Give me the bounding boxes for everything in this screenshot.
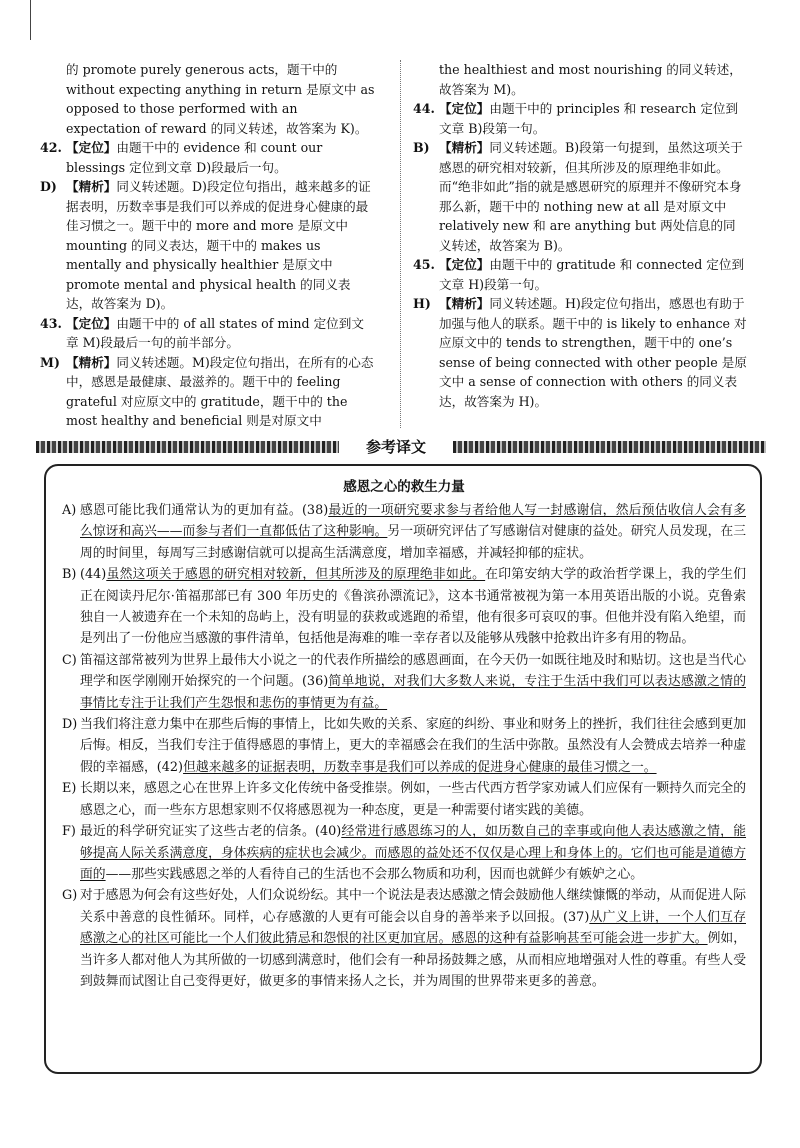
paragraph-label: E) xyxy=(62,781,77,797)
section-tag: 【定位】 xyxy=(439,101,490,116)
explanation-item xyxy=(413,99,748,138)
section-title: 参考译文 xyxy=(365,438,426,456)
item-number: M) xyxy=(40,354,60,370)
translation-paragraph xyxy=(62,650,746,714)
item-number: 44. xyxy=(413,101,435,116)
explanation-item xyxy=(40,353,375,431)
text-segment: 由题干中的 of all states of mind 定位到文章 M)段最后一句的前半部分。 xyxy=(66,315,364,350)
text-segment: 同义转述题。D)段定位句指出，越来越多的证据表明，历数幸事是我们可以养成的促进身心健康的最佳习惯之一。题干中的 more and more 是原文中 mounting 的同义表达，题干中的 makes us mentally and physically healthier 是原文中 promote mental and physical health 的同义表达，故答案为 D)。 xyxy=(66,179,371,311)
explanation-item xyxy=(40,60,375,138)
item-number: 43. xyxy=(40,315,62,331)
paragraph-label: B) xyxy=(62,567,77,583)
text-segment: 另一项研究评估了写感谢信对健康的益处。研究人员发现，在三周的时间里，每周写三封感谢信就可以提高生活满意度，增加幸福感，并减轻抑郁的症状。 xyxy=(80,524,747,561)
item-number: 42. xyxy=(40,140,62,155)
explanation-item xyxy=(40,138,375,177)
translation-box xyxy=(44,464,762,1074)
underlined-text: 经常进行感恩练习的人，如历数自己的幸事或向他人表达感激之情，能够提高人际关系满意度，身体疾病的症状也会减少。而感恩的益处还不仅仅是心理上和身体上的。它们也可能是道德方面的 xyxy=(80,824,747,882)
text-segment: 同义转述题。H)段定位句指出，感恩也有助于加强与他人的联系。题干中的 is likely to enhance 对应原文中的 tends to strengthen，题干中的 one’s sense of being connected with other people 是原文中 a sense of connection with others 的同义表达，故答案为 H)。 xyxy=(439,296,747,409)
explanation-column-right xyxy=(413,60,748,411)
column-divider xyxy=(400,60,402,428)
underlined-text: 最近的一项研究要求参与者给他人写一封感谢信，然后预估收信人会有多么惊讶和高兴——而参与者们一直都低估了这种影响。 xyxy=(80,503,746,540)
text-segment: 由题干中的 gratitude 和 connected 定位到文章 H)段第一句。 xyxy=(439,257,745,292)
explanation-item xyxy=(40,177,375,314)
underlined-text: 从广义上讲，一个人们互存感激之心的社区可能比一个人们彼此猜忌和怨恨的社区更加宜居。感恩的这种有益影响甚至可能会进一步扩大。 xyxy=(80,909,746,947)
translation-paragraph xyxy=(62,564,746,650)
banner-pattern-right xyxy=(453,441,766,453)
explanation-item xyxy=(413,294,748,411)
section-banner xyxy=(36,437,766,457)
item-number: H) xyxy=(413,296,431,311)
text-segment: the healthiest and most nourishing 的同义转述，故答案为 M)。 xyxy=(439,62,742,97)
item-number: D) xyxy=(40,179,57,194)
paragraph-label: G) xyxy=(62,888,78,904)
section-tag: 【定位】 xyxy=(66,315,117,331)
explanation-item xyxy=(40,314,375,353)
translation-body xyxy=(62,500,746,992)
text-segment: 最近的科学研究证实了这些古老的信条。(40) xyxy=(80,824,342,840)
text-segment: 在印第安纳大学的政治哲学课上，我的学生们正在阅读丹尼尔·笛福那部已有 300 年历史的《鲁滨孙漂流记》，这本书通常被视为第一本用英语出版的小说。克鲁索独自一人被遗弃在一个未知的岛屿上，没有明显的获救或逃跑的希望，他有很多可哀叹的事。但他并没有陷入绝望，而是列出了一份他应当感激的事件清单，包括他是海难的唯一幸存者以及能够从残骸中抢救出许多有用的物品。 xyxy=(80,567,747,647)
translation-paragraph xyxy=(62,500,746,564)
text-segment: 感恩可能比我们通常认为的更加有益。(38) xyxy=(80,503,329,518)
section-tag: 【精析】 xyxy=(439,296,490,311)
item-number: 45. xyxy=(413,257,435,272)
paragraph-label: F) xyxy=(62,824,76,840)
translation-paragraph xyxy=(62,714,746,778)
text-segment: 由题干中的 evidence 和 count our blessings 定位到文章 D)段最后一句。 xyxy=(66,140,323,175)
banner-pattern-left xyxy=(36,441,339,453)
translation-paragraph xyxy=(62,778,746,821)
paragraph-label: A) xyxy=(62,503,77,518)
section-tag: 【精析】 xyxy=(66,179,117,194)
text-segment: 例如，当许多人都对他人为其所做的一切感到满意时，他们会有一种昂扬鼓舞之感，从而相应地增强对人性的尊重。有些人受到鼓舞而试图让自己变得更好，做更多的事情来扬人之长，并为周围的世界带来更多的善意。 xyxy=(80,931,747,989)
translation-paragraph xyxy=(62,885,746,992)
text-segment: (44) xyxy=(80,567,107,583)
explanation-item xyxy=(413,138,748,255)
text-segment: 对于感恩为何会有这些好处，人们众说纷纭。其中一个说法是表达感激之情会鼓励他人继续慷慨的举动，从而促进人际关系中善意的良性循环。同样，心存感激的人更有可能会以自身的善举来予以回报。(37) xyxy=(80,888,746,925)
text-segment: 当我们将注意力集中在那些后悔的事情上，比如失败的关系、家庭的纠纷、事业和财务上的挫折，我们往往会感到更加后悔。相反，当我们专注于值得感恩的事情上，更大的幸福感会在我们的生活中弥散。虽然没有人会赞成去培养一种虚假的幸福感，(42) xyxy=(80,717,746,775)
section-tag: 【精析】 xyxy=(66,354,117,370)
underlined-text: 但越来越多的证据表明，历数幸事是我们可以养成的促进身心健康的最佳习惯之一。 xyxy=(183,759,657,775)
text-segment: 同义转述题。B)段第一句提到，虽然这项关于感恩的研究相对较新，但其所涉及的原理绝非如此。而“绝非如此”指的就是感恩研究的原理并不像研究本身那么新，题干中的 nothing new at all 是对原文中 relatively new 和 are anything but 两处信息的同义转述，故答案为 B)。 xyxy=(439,140,743,253)
text-segment: 由题干中的 principles 和 research 定位到文章 B)段第一句。 xyxy=(439,101,739,136)
translation-paragraph xyxy=(62,821,746,885)
explanation-column-left xyxy=(40,60,375,431)
text-segment: 的 promote purely generous acts，题干中的 without expecting anything in return 是原文中 as opposed to those performed with an expectation of reward 的同义转述，故答案为 K)。 xyxy=(66,62,375,136)
item-number: B) xyxy=(413,140,430,155)
paragraph-label: D) xyxy=(62,717,78,733)
section-tag: 【精析】 xyxy=(439,140,490,155)
margin-rule xyxy=(30,0,31,40)
translation-title: 感恩之心的救生力量 xyxy=(343,479,465,495)
section-tag: 【定位】 xyxy=(66,140,117,155)
text-segment: 同义转述题。M)段定位句指出，在所有的心态中，感恩是最健康、最滋养的。题干中的 feeling grateful 对应原文中的 gratitude，题干中的 the most healthy and beneficial 则是对原文中 xyxy=(66,354,374,428)
explanation-item xyxy=(413,255,748,294)
text-segment: 长期以来，感恩之心在世界上许多文化传统中备受推崇。例如，一些古代西方哲学家劝诫人们应保有一颗持久而完全的感恩之心，而一些东方思想家则不仅将感恩视为一种态度，更是一种需要付诸实践的美德。 xyxy=(80,781,746,818)
section-tag: 【定位】 xyxy=(439,257,490,272)
explanation-item xyxy=(413,60,748,99)
text-segment: ——那些实践感恩之举的人看待自己的生活也不会那么物质和功利，因而也就鲜少有嫉妒之心。 xyxy=(105,866,644,882)
text-segment: 笛福这部常被列为世界上最伟大小说之一的代表作所描绘的感恩画面，在今天仍一如既往地及时和贴切。这也是当代心理学和医学刚刚开始探究的一个问题。(36) xyxy=(80,652,746,690)
paragraph-label: C) xyxy=(62,652,77,668)
underlined-text: 简单地说，对我们大多数人来说，专注于生活中我们可以表达感激之情的事情比专注于让我们产生怨恨和悲伤的事情更为有益。 xyxy=(80,674,746,711)
underlined-text: 虽然这项关于感恩的研究相对较新，但其所涉及的原理绝非如此。 xyxy=(106,567,486,583)
